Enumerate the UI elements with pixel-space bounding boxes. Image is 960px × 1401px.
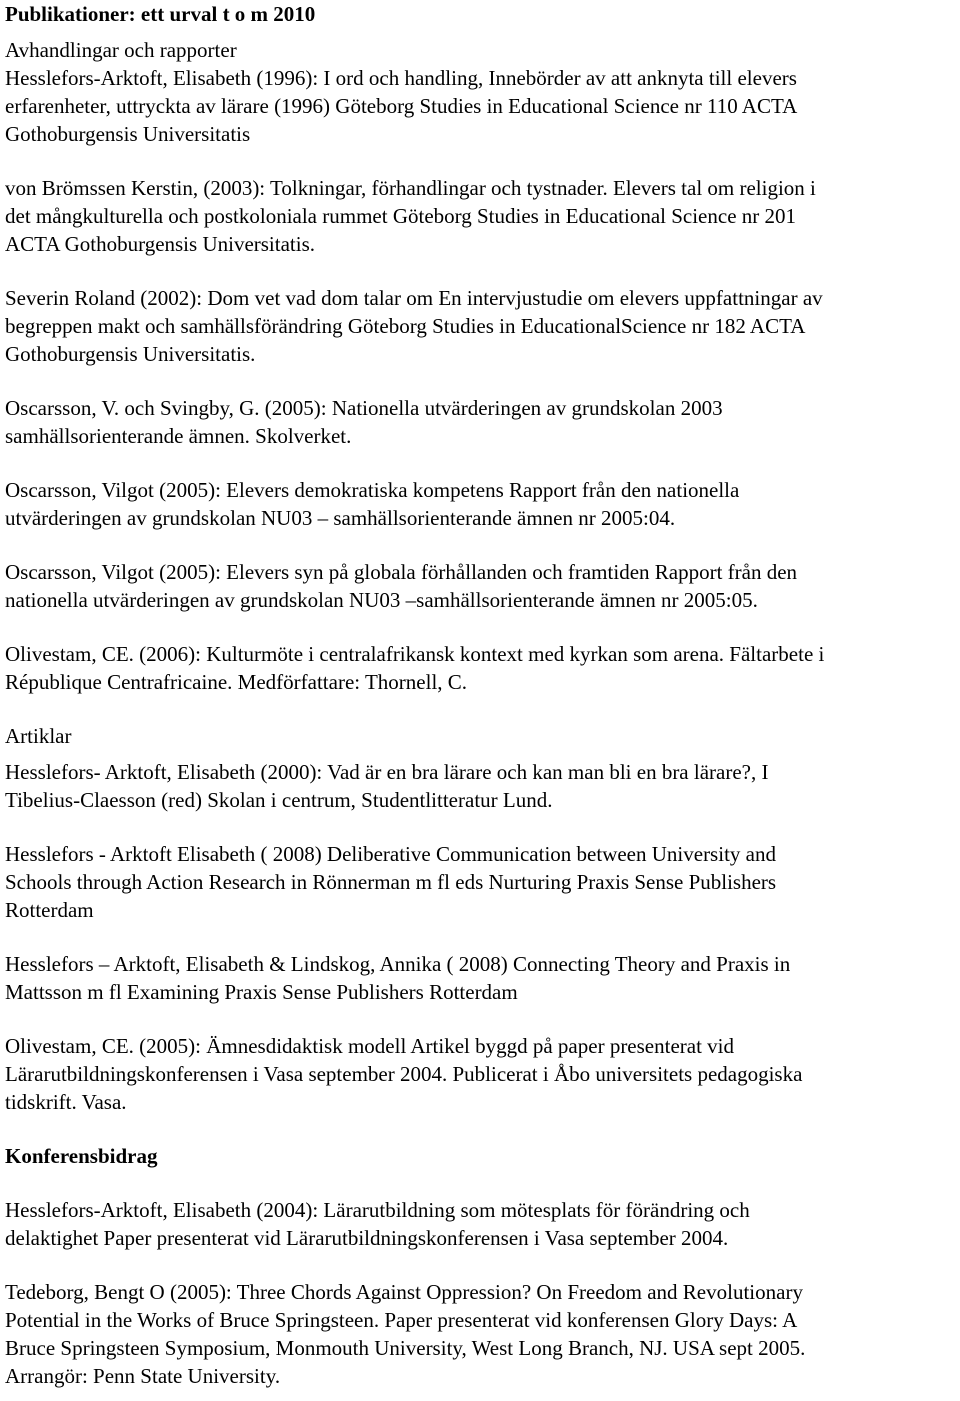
publication-entry [5,64,955,148]
publication-entry [5,394,955,450]
section-heading-avhandlingar: Avhandlingar och rapporter [5,38,237,62]
spacer [5,450,955,476]
entry-line: Oscarsson, V. och Svingby, G. (2005): Nationella utvärderingen av grundskolan 2003 [5,396,723,420]
entry-line: Hesslefors-Arktoft, Elisabeth (1996): I ord och handling, Innebörder av att anknyta till elevers [5,66,797,90]
entry-line: nationella utvärderingen av grundskolan NU03 –samhällsorienterande ämnen nr 2005:05. [5,588,758,612]
spacer [5,750,955,758]
spacer [5,1170,955,1196]
entry-line: Arrangör: Penn State University. [5,1364,281,1388]
entry-line: Hesslefors-Arktoft, Elisabeth (2004): Lärarutbildning som mötesplats för förändring och [5,1198,750,1222]
page-title: Publikationer: ett urval t o m 2010 [5,2,316,26]
section-heading-konferensbidrag: Konferensbidrag [5,1144,158,1168]
entry-line: Tedeborg, Bengt O (2005): Three Chords Against Oppression? On Freedom and Revolutionary [5,1280,803,1304]
publication-entry [5,640,955,696]
entry-line: Severin Roland (2002): Dom vet vad dom talar om En intervjustudie om elevers uppfattningar av [5,286,823,310]
entry-line: Hesslefors- Arktoft, Elisabeth (2000): Vad är en bra lärare och kan man bli en bra lärare?, I [5,760,769,784]
spacer [5,924,955,950]
spacer [5,696,955,722]
publication-entry [5,284,955,368]
entry-line: Gothoburgensis Universitatis. [5,342,256,366]
spacer [5,532,955,558]
entry-line: samhällsorienterande ämnen. Skolverket. [5,424,352,448]
entry-line: Schools through Action Research in Rönnerman m fl eds Nurturing Praxis Sense Publishers [5,870,777,894]
entry-line: Potential in the Works of Bruce Springsteen. Paper presenterat vid konferensen Glory Days: A [5,1308,798,1332]
entry-line: von Brömssen Kerstin, (2003): Tolkningar, förhandlingar och tystnader. Elevers tal om religion i [5,176,816,200]
publication-entry [5,1278,955,1390]
entry-line: Olivestam, CE. (2006): Kulturmöte i centralafrikansk kontext med kyrkan som arena. Fältarbete i [5,642,825,666]
spacer [5,1116,955,1142]
section-heading-artiklar: Artiklar [5,724,72,748]
entry-line: Hesslefors – Arktoft, Elisabeth & Lindskog, Annika ( 2008) Connecting Theory and Praxis in [5,952,791,976]
publication-entry [5,174,955,258]
entry-line: Oscarsson, Vilgot (2005): Elevers demokratiska kompetens Rapport från den nationella [5,478,740,502]
publication-entry [5,840,955,924]
entry-line: Gothoburgensis Universitatis [5,122,251,146]
spacer [5,614,955,640]
entry-line: delaktighet Paper presenterat vid Lärarutbildningskonferensen i Vasa september 2004. [5,1226,729,1250]
publication-entry [5,1032,955,1116]
entry-line: ACTA Gothoburgensis Universitatis. [5,232,316,256]
publication-entry [5,558,955,614]
spacer [5,1006,955,1032]
spacer [5,28,955,36]
publication-entry [5,1196,955,1252]
entry-line: utvärderingen av grundskolan NU03 – samhällsorienterande ämnen nr 2005:04. [5,506,676,530]
entry-line: Tibelius-Claesson (red) Skolan i centrum, Studentlitteratur Lund. [5,788,553,812]
entry-line: Oscarsson, Vilgot (2005): Elevers syn på globala förhållanden och framtiden Rapport från den [5,560,798,584]
publication-entry [5,950,955,1006]
spacer [5,1252,955,1278]
entry-line: begreppen makt och samhällsförändring Göteborg Studies in EducationalScience nr 182 ACTA [5,314,806,338]
entry-line: Bruce Springsteen Symposium, Monmouth University, West Long Branch, NJ. USA sept 2005. [5,1336,806,1360]
spacer [5,148,955,174]
entry-line: Mattsson m fl Examining Praxis Sense Publishers Rotterdam [5,980,518,1004]
entry-line: République Centrafricaine. Medförfattare: Thornell, C. [5,670,468,694]
spacer [5,258,955,284]
entry-line: det mångkulturella och postkoloniala rummet Göteborg Studies in Educational Science nr 201 [5,204,797,228]
spacer [5,814,955,840]
entry-line: Hesslefors - Arktoft Elisabeth ( 2008) Deliberative Communication between University and [5,842,776,866]
entry-line: Olivestam, CE. (2005): Ämnesdidaktisk modell Artikel byggd på paper presenterat vid [5,1034,735,1058]
entry-line: Lärarutbildningskonferensen i Vasa september 2004. Publicerat i Åbo universitets pedagogiska [5,1062,803,1086]
entry-line: tidskrift. Vasa. [5,1090,127,1114]
publication-entry [5,758,955,814]
publication-entry [5,476,955,532]
entry-line: Rotterdam [5,898,94,922]
document-page [5,0,955,1390]
spacer [5,368,955,394]
entry-line: erfarenheter, uttryckta av lärare (1996) Göteborg Studies in Educational Science nr 110 ACTA [5,94,798,118]
